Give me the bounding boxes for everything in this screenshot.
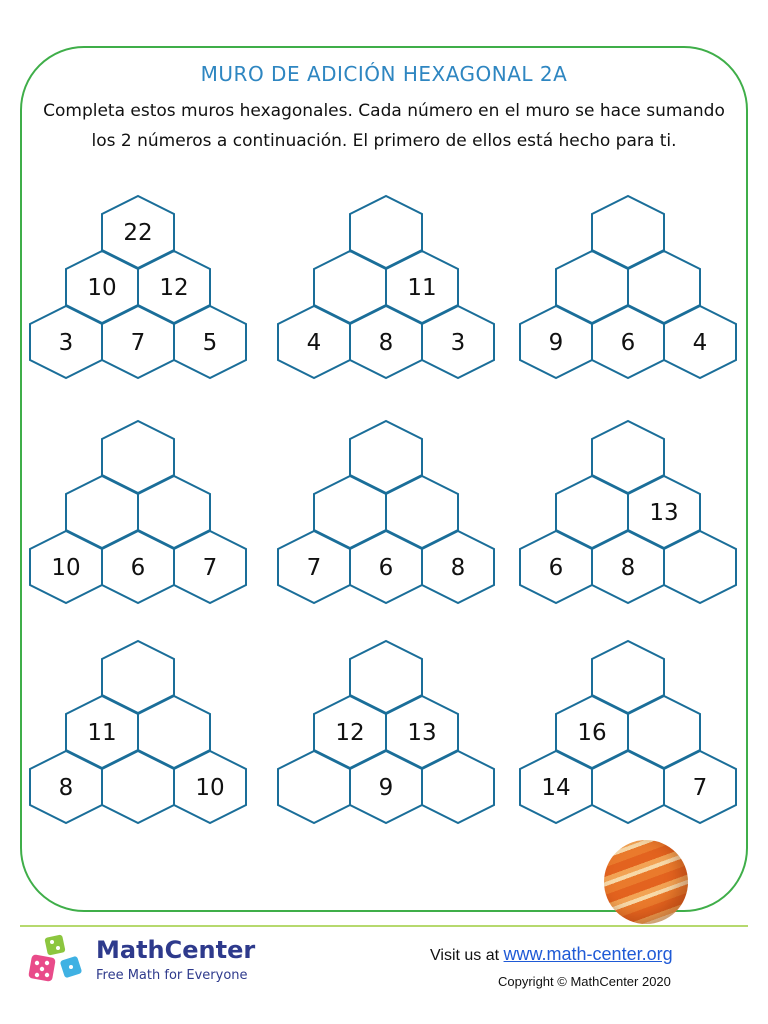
hexagon-wall-8	[278, 641, 518, 821]
hexagon-value: 8	[378, 330, 394, 356]
hexagon-value: 12	[159, 275, 189, 301]
hexagon-value: 12	[335, 720, 365, 746]
hexagon-value: 10	[51, 555, 81, 581]
planet-icon	[604, 840, 688, 924]
hexagon-value: 6	[378, 555, 394, 581]
hexagon-value: 14	[541, 775, 571, 801]
hexagon-value: 8	[58, 775, 74, 801]
hexagon-wall-7	[30, 641, 270, 821]
hexagon-value: 7	[692, 775, 708, 801]
hexagon-wall-9	[520, 641, 760, 821]
hexagon-value: 16	[577, 720, 607, 746]
hexagon-value: 9	[378, 775, 394, 801]
hexagon-value: 7	[202, 555, 218, 581]
hexagon-value: 8	[620, 555, 636, 581]
hexagon-wall-3	[520, 196, 760, 376]
hexagon-value: 9	[548, 330, 564, 356]
visit-label: Visit us at	[430, 947, 500, 964]
hexagon-wall-6	[520, 421, 760, 601]
hexagon-wall-2	[278, 196, 518, 376]
hexagon-value: 5	[202, 330, 218, 356]
copyright-text: Copyright © MathCenter 2020	[498, 974, 671, 989]
website-link[interactable]: www.math-center.org	[503, 944, 673, 964]
hexagon-wall-1	[30, 196, 270, 376]
hexagon-value: 4	[306, 330, 322, 356]
worksheet-title: MURO DE ADICIÓN HEXAGONAL 2A	[200, 62, 568, 86]
hexagon-value: 10	[87, 275, 117, 301]
brand-name: MathCenter	[96, 936, 256, 964]
hexagon-value: 3	[58, 330, 74, 356]
brand-tagline: Free Math for Everyone	[96, 968, 248, 983]
hexagon-value: 6	[548, 555, 564, 581]
hexagon-value: 7	[130, 330, 146, 356]
hexagon-value: 7	[306, 555, 322, 581]
hexagon-value: 11	[407, 275, 437, 301]
hexagon-value: 6	[620, 330, 636, 356]
hexagon-value: 8	[450, 555, 466, 581]
hexagon-value: 13	[407, 720, 437, 746]
hexagon-value: 22	[123, 220, 153, 246]
hexagon-value: 10	[195, 775, 225, 801]
worksheet-instructions: Completa estos muros hexagonales. Cada número en el muro se hace sumando los 2 números a continuación. El primero de ellos está hecho para ti.	[43, 101, 725, 151]
hexagon-wall-4	[30, 421, 270, 601]
hexagon-value: 13	[649, 500, 679, 526]
hexagon-value: 4	[692, 330, 708, 356]
dice-logo-icon	[26, 934, 90, 986]
hexagon-value: 3	[450, 330, 466, 356]
hexagon-value: 6	[130, 555, 146, 581]
visit-line	[430, 944, 673, 965]
hexagon-wall-5	[278, 421, 518, 601]
footer-divider	[20, 925, 748, 927]
hexagon-value: 11	[87, 720, 117, 746]
